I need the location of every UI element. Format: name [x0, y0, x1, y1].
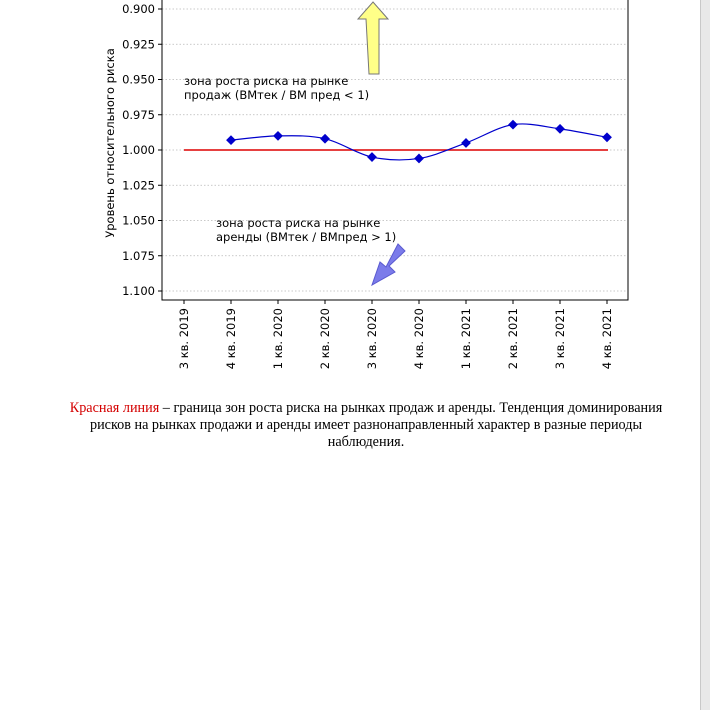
x-tick-label: 3 кв. 2020 — [365, 308, 379, 370]
caption-red-text: Красная линия — [69, 400, 160, 416]
x-tick-label: 1 кв. 2020 — [271, 308, 285, 370]
y-tick-label: 1.075 — [122, 248, 155, 263]
y-tick-label: 0.925 — [122, 37, 155, 52]
y-tick-label: 0.900 — [122, 2, 155, 16]
y-axis-label: Уровень относительного риска — [103, 48, 117, 238]
data-point — [368, 153, 376, 161]
down-arrow-icon — [372, 244, 405, 285]
annotation-sales-line-2: продаж (ВМтек / ВМ пред < 1) — [184, 88, 370, 102]
data-point — [462, 139, 470, 147]
y-tick-label: 1.025 — [122, 178, 155, 193]
data-point — [415, 154, 423, 162]
y-tick-label: 1.050 — [122, 213, 155, 228]
annotation-rent-line-2: аренды (ВМтек / ВМпред > 1) — [216, 230, 397, 244]
y-tick-label: 1.100 — [122, 284, 155, 298]
annotation-rent-line-1: зона роста риска на рынке — [216, 216, 381, 230]
annotation-sales-line-1: зона роста риска на рынке — [184, 74, 349, 88]
x-tick-label: 1 кв. 2021 — [459, 308, 473, 370]
data-point — [556, 125, 564, 133]
y-tick-label: 1.000 — [122, 143, 155, 157]
data-point — [274, 132, 282, 140]
data-point — [227, 136, 235, 144]
figure-caption — [60, 400, 672, 451]
x-tick-label: 4 кв. 2020 — [412, 308, 426, 370]
up-arrow-icon — [358, 2, 388, 74]
caption-text: – граница зон роста риска на рынках продаж и аренды. Тенденция доминирования рисков на рынках продажи и аренды имеет разнонаправленный характер в разные периоды наблюдения. — [90, 400, 663, 450]
y-tick-label: 0.950 — [122, 72, 155, 87]
x-tick-label: 3 кв. 2021 — [553, 308, 567, 370]
data-point — [321, 135, 329, 143]
x-tick-label: 4 кв. 2019 — [224, 308, 238, 370]
data-point — [603, 133, 611, 141]
data-point — [509, 120, 517, 128]
x-tick-label: 2 кв. 2021 — [506, 308, 520, 370]
x-tick-label: 3 кв. 2019 — [177, 308, 191, 370]
x-tick-label: 4 кв. 2021 — [600, 308, 614, 370]
x-tick-label: 2 кв. 2020 — [318, 308, 332, 370]
y-tick-label: 0.975 — [122, 107, 155, 122]
